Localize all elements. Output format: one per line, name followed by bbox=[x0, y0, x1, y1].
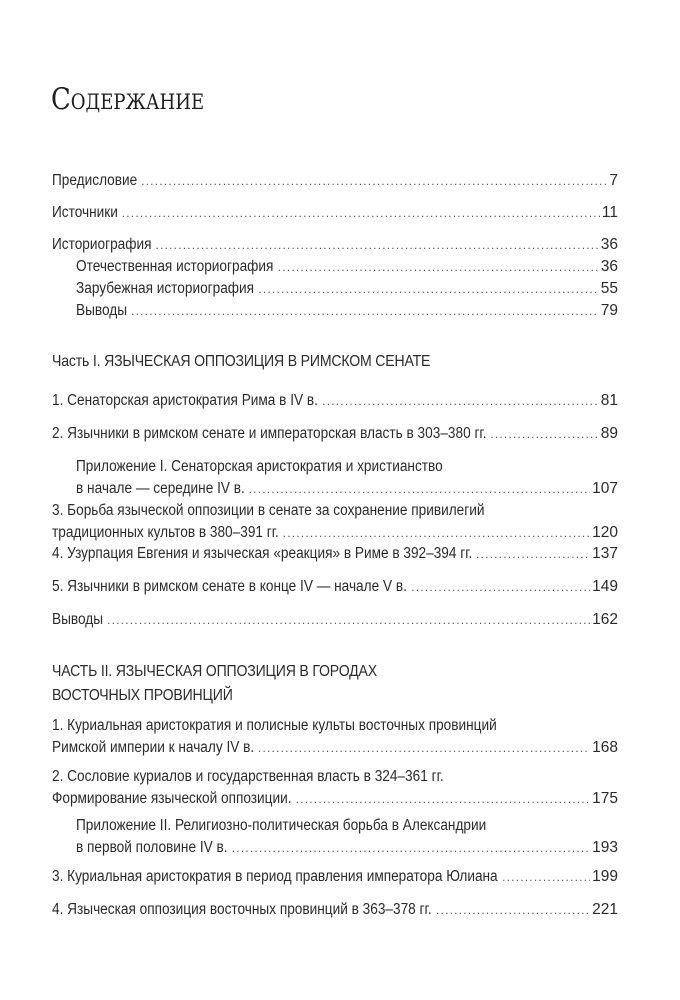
toc-entry-part1-ch3[interactable] bbox=[52, 500, 618, 544]
page-number: 193 bbox=[592, 839, 618, 856]
page-number: 162 bbox=[592, 611, 618, 628]
entry-title-line1: Приложение II. Религиозно-политическая борьба в Александрии bbox=[76, 817, 487, 834]
toc-entry-preface[interactable] bbox=[52, 170, 618, 192]
toc-entry-foreign-historiography[interactable] bbox=[76, 278, 618, 300]
entry-title-line1: 2. Сословие куриалов и государственная власть в 324–361 гг. bbox=[52, 768, 444, 785]
toc-entry-historiography-conclusions[interactable] bbox=[76, 300, 618, 322]
page-number: 81 bbox=[600, 392, 618, 409]
leader-dots bbox=[502, 866, 590, 888]
leader-dots bbox=[107, 609, 590, 631]
page-number: 79 bbox=[600, 302, 618, 319]
toc-entry-part1-ch1[interactable] bbox=[52, 390, 618, 412]
entry-title: 4. Языческая оппозиция восточных провинций в 363–378 гг. bbox=[52, 901, 432, 918]
leader-dots bbox=[278, 256, 599, 278]
toc-entry-sources[interactable] bbox=[52, 202, 618, 224]
leader-dots bbox=[411, 576, 590, 598]
leader-dots bbox=[490, 423, 598, 445]
toc-entry-part2-ch2[interactable] bbox=[52, 766, 618, 810]
leader-dots bbox=[122, 202, 600, 224]
entry-title-line1: Приложение I. Сенаторская аристократия и христианство bbox=[76, 458, 443, 475]
toc-entry-part2-appendix2[interactable] bbox=[76, 815, 618, 859]
entry-title: 4. Узурпация Евгения и языческая «реакция» в Риме в 392–394 гг. bbox=[52, 545, 473, 562]
entry-title-line1: 3. Борьба языческой оппозиции в сенате за сохранение привилегий bbox=[52, 502, 485, 519]
entry-title-line1: 1. Куриальная аристократия и полисные культы восточных провинций bbox=[52, 717, 497, 734]
leader-dots bbox=[141, 170, 607, 192]
leader-dots bbox=[258, 737, 590, 759]
part-2-heading-line2: ВОСТОЧНЫХ ПРОВИНЦИЙ bbox=[52, 687, 233, 704]
page-title: Содержание bbox=[51, 82, 205, 117]
leader-dots bbox=[232, 837, 590, 859]
leader-dots bbox=[322, 390, 599, 412]
entry-title: 2. Язычники в римском сенате и императорская власть в 303–380 гг. bbox=[52, 425, 487, 442]
toc-entry-part1-ch5[interactable] bbox=[52, 576, 618, 598]
part-2-heading bbox=[52, 660, 421, 708]
entry-title: Предисловие bbox=[52, 172, 138, 189]
leader-dots bbox=[476, 543, 590, 565]
part-2-heading-line1: ЧАСТЬ II. ЯЗЫЧЕСКАЯ ОППОЗИЦИЯ В ГОРОДАХ bbox=[52, 663, 377, 680]
toc-entry-part2-ch4[interactable] bbox=[52, 899, 618, 921]
toc-entry-part1-ch2[interactable] bbox=[52, 423, 618, 445]
toc-entry-part2-ch3[interactable] bbox=[52, 866, 618, 888]
page-number: 175 bbox=[592, 790, 618, 807]
page-number: 36 bbox=[600, 258, 618, 275]
page-number: 120 bbox=[592, 524, 618, 541]
part-1-heading-text: Часть I. ЯЗЫЧЕСКАЯ ОППОЗИЦИЯ В РИМСКОМ СЕНАТЕ bbox=[52, 353, 431, 370]
entry-title: Отечественная историография bbox=[76, 258, 274, 275]
leader-dots bbox=[436, 899, 590, 921]
page-number: 36 bbox=[600, 236, 618, 253]
toc-entry-part1-appendix1[interactable] bbox=[76, 456, 618, 500]
page-number: 55 bbox=[600, 280, 618, 297]
page-number: 149 bbox=[592, 578, 618, 595]
leader-dots bbox=[156, 234, 599, 256]
entry-title: Источники bbox=[52, 204, 118, 221]
entry-title: 3. Куриальная аристократия в период правления императора Юлиана bbox=[52, 868, 498, 885]
entry-title: Историография bbox=[52, 236, 152, 253]
entry-title: Формирование языческой оппозиции. bbox=[52, 790, 292, 807]
toc-entry-part1-conclusions[interactable] bbox=[52, 609, 618, 631]
leader-dots bbox=[258, 278, 598, 300]
page-number: 11 bbox=[601, 204, 618, 221]
toc-entry-historiography[interactable] bbox=[52, 234, 618, 256]
leader-dots bbox=[131, 300, 599, 322]
page-number: 107 bbox=[592, 480, 618, 497]
entry-title: Выводы bbox=[76, 302, 128, 319]
entry-title: 1. Сенаторская аристократия Рима в IV в. bbox=[52, 392, 318, 409]
entry-title: Зарубежная историография bbox=[76, 280, 255, 297]
entry-title: традиционных культов в 380–391 гг. bbox=[52, 524, 279, 541]
entry-title: Римской империи к началу IV в. bbox=[52, 739, 255, 756]
entry-title: Выводы bbox=[52, 611, 104, 628]
page-number: 7 bbox=[609, 172, 618, 189]
part-1-heading bbox=[52, 350, 482, 374]
leader-dots bbox=[283, 522, 590, 544]
toc-entry-part1-ch4[interactable] bbox=[52, 543, 618, 565]
toc-entry-domestic-historiography[interactable] bbox=[76, 256, 618, 278]
toc-entry-part2-ch1[interactable] bbox=[52, 715, 618, 759]
leader-dots bbox=[249, 478, 591, 500]
page-number: 89 bbox=[600, 425, 618, 442]
leader-dots bbox=[296, 788, 590, 810]
page-number: 199 bbox=[592, 868, 618, 885]
entry-title: в начале — середине IV в. bbox=[76, 480, 245, 497]
page-number: 221 bbox=[592, 901, 618, 918]
entry-title: в первой половине IV в. bbox=[76, 839, 228, 856]
page-number: 168 bbox=[592, 739, 618, 756]
page-number: 137 bbox=[592, 545, 618, 562]
entry-title: 5. Язычники в римском сенате в конце IV — начале V в. bbox=[52, 578, 407, 595]
